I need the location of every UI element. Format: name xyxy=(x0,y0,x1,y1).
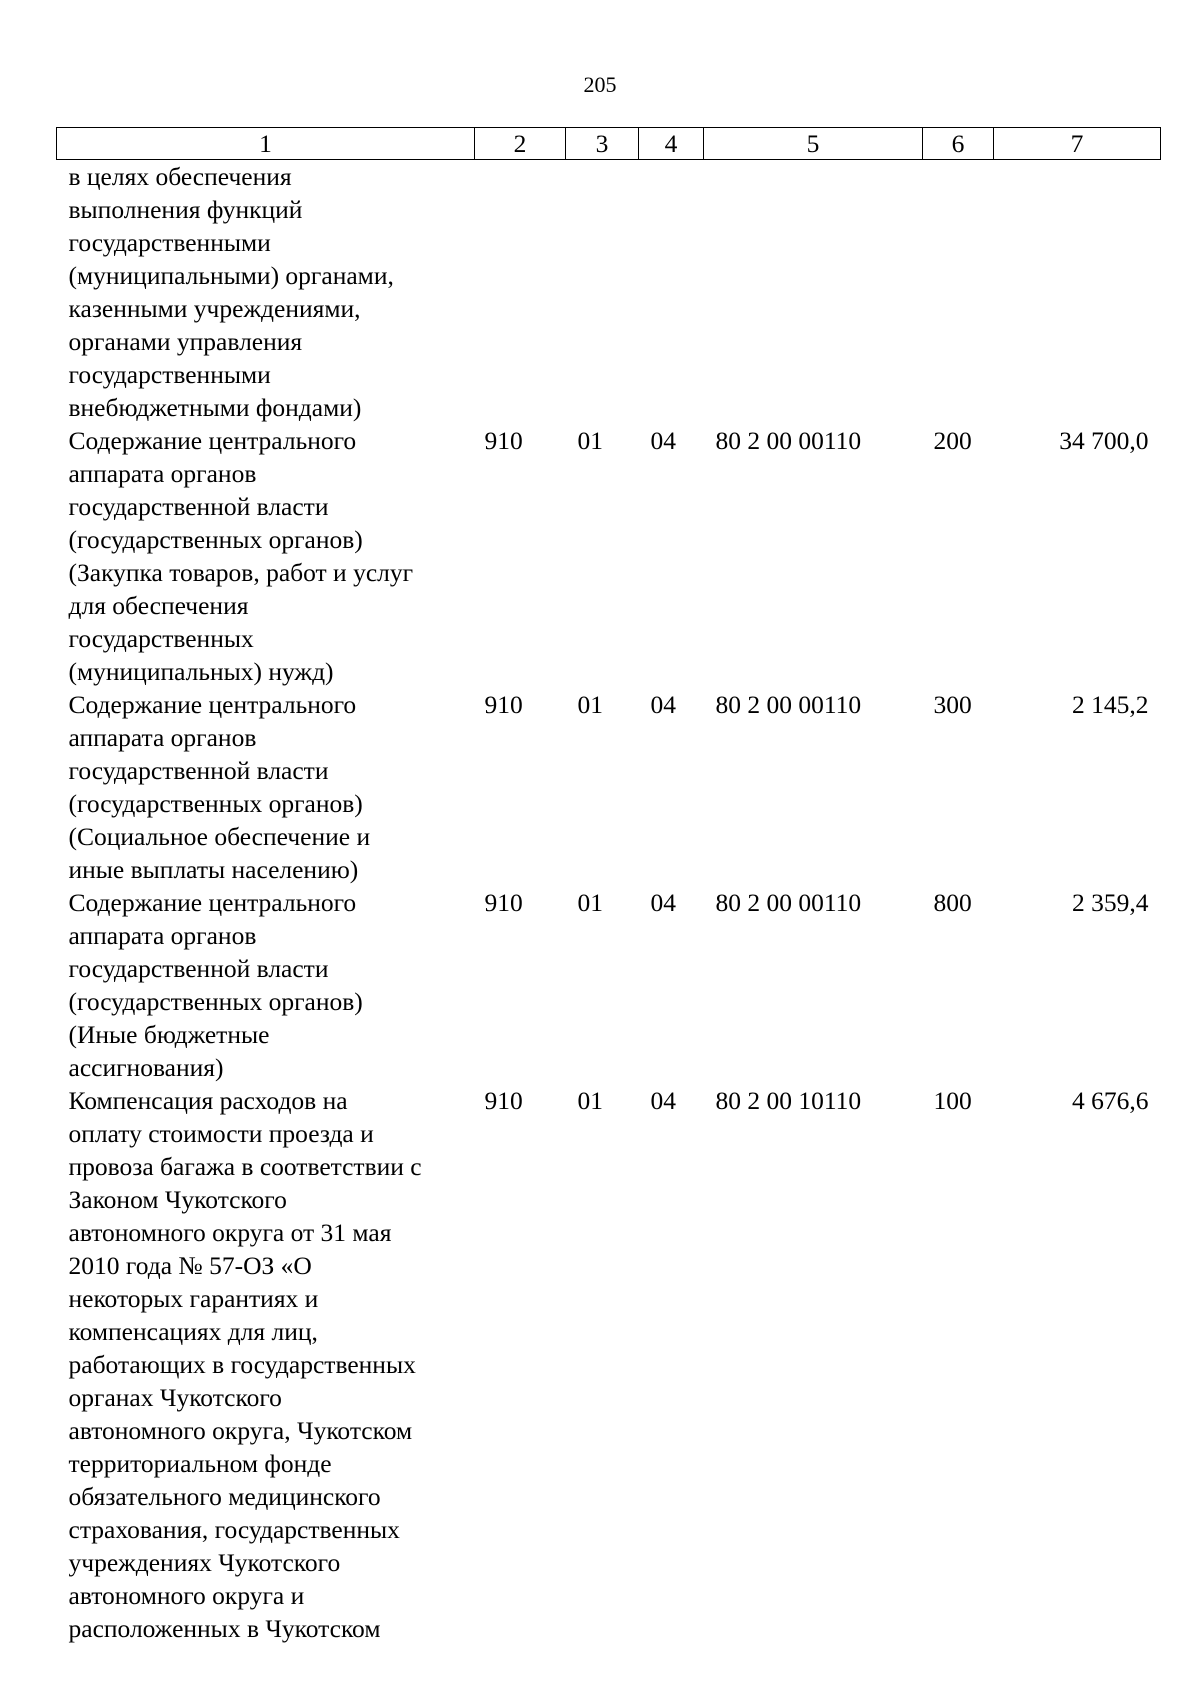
table-header-row xyxy=(57,128,1161,160)
row-name-line: некоторых гарантиях и xyxy=(68,1284,319,1313)
header-col-2: 2 xyxy=(475,128,566,160)
target-article-cell: 80 2 00 10110 xyxy=(715,1086,862,1115)
table-row xyxy=(57,160,1161,425)
admin-code-cell xyxy=(475,160,566,425)
budget-table xyxy=(56,127,1161,1645)
row-name-line: государственной власти xyxy=(68,492,329,521)
row-name-line: работающих в государственных xyxy=(68,1350,416,1379)
row-name-line: аппарата органов xyxy=(68,459,257,488)
expense-type-cell xyxy=(923,160,994,425)
row-name-line: (Закупка товаров, работ и услуг xyxy=(68,558,414,587)
section-code-cell: 01 xyxy=(577,690,603,719)
amount-cell: 2 359,4 xyxy=(1072,888,1149,917)
row-name-line: (муниципальными) органами, xyxy=(68,261,394,290)
section-code-cell xyxy=(566,160,639,425)
admin-code-cell: 910 xyxy=(484,426,523,455)
subsection-code-cell: 04 xyxy=(650,1086,676,1115)
table-row xyxy=(57,688,1161,886)
row-name-line: государственных xyxy=(68,624,254,653)
table-row xyxy=(57,424,1161,688)
row-name-line: аппарата органов xyxy=(68,723,257,752)
row-name-line: аппарата органов xyxy=(68,921,257,950)
header-col-5: 5 xyxy=(704,128,923,160)
expense-type-cell: 800 xyxy=(933,888,972,917)
page-number: 205 xyxy=(583,72,617,97)
row-name-line: Законом Чукотского xyxy=(68,1185,287,1214)
amount-cell: 4 676,6 xyxy=(1072,1086,1149,1115)
row-name-cell xyxy=(57,1084,475,1645)
amount-cell: 34 700,0 xyxy=(1059,426,1149,455)
target-article-cell xyxy=(704,160,923,425)
row-name-line: государственной власти xyxy=(68,954,329,983)
table-row xyxy=(57,1084,1161,1645)
row-name-line: для обеспечения xyxy=(68,591,249,620)
row-name-line: автономного округа от 31 мая xyxy=(68,1218,392,1247)
row-name-line: иные выплаты населению) xyxy=(68,855,359,884)
row-name-line: органах Чукотского xyxy=(68,1383,282,1412)
row-name-line: государственными xyxy=(68,228,271,257)
amount-cell: 2 145,2 xyxy=(1072,690,1149,719)
row-name-line: (государственных органов) xyxy=(68,789,363,818)
subsection-code-cell: 04 xyxy=(650,888,676,917)
row-name-line: (государственных органов) xyxy=(68,525,363,554)
row-name-line: 2010 года № 57-ОЗ «О xyxy=(68,1251,312,1280)
row-name-line: в целях обеспечения xyxy=(68,162,292,191)
row-name-line: оплату стоимости проезда и xyxy=(68,1119,374,1148)
header-col-4: 4 xyxy=(639,128,704,160)
target-article-cell: 80 2 00 00110 xyxy=(715,888,862,917)
row-name-line: Содержание центрального xyxy=(68,426,357,455)
row-name-cell xyxy=(57,688,475,886)
row-name-line: (Иные бюджетные xyxy=(68,1020,270,1049)
row-name-line: автономного округа и xyxy=(68,1581,305,1610)
amount-cell xyxy=(994,160,1161,425)
row-name-line: обязательного медицинского xyxy=(68,1482,381,1511)
row-name-line: казенными учреждениями, xyxy=(68,294,361,323)
expense-type-cell: 300 xyxy=(933,690,972,719)
header-col-1: 1 xyxy=(57,128,475,160)
section-code-cell: 01 xyxy=(577,426,603,455)
admin-code-cell: 910 xyxy=(484,888,523,917)
expense-type-cell: 100 xyxy=(933,1086,972,1115)
admin-code-cell: 910 xyxy=(484,1086,523,1115)
subsection-code-cell: 04 xyxy=(650,426,676,455)
target-article-cell: 80 2 00 00110 xyxy=(715,690,862,719)
row-name-cell xyxy=(57,886,475,1084)
row-name-line: ассигнования) xyxy=(68,1053,224,1082)
row-name-line: территориальном фонде xyxy=(68,1449,332,1478)
row-name-line: страхования, государственных xyxy=(68,1515,400,1544)
header-col-7: 7 xyxy=(994,128,1161,160)
header-col-6: 6 xyxy=(923,128,994,160)
row-name-line: учреждениях Чукотского xyxy=(68,1548,341,1577)
row-name-cell xyxy=(57,160,475,425)
subsection-code-cell: 04 xyxy=(650,690,676,719)
row-name-line: органами управления xyxy=(68,327,303,356)
expense-type-cell: 200 xyxy=(933,426,972,455)
table-body xyxy=(57,160,1161,1646)
section-code-cell: 01 xyxy=(577,1086,603,1115)
table-row xyxy=(57,886,1161,1084)
row-name-line: внебюджетными фондами) xyxy=(68,393,362,422)
subsection-code-cell xyxy=(639,160,704,425)
section-code-cell: 01 xyxy=(577,888,603,917)
row-name-line: (государственных органов) xyxy=(68,987,363,1016)
row-name-line: Содержание центрального xyxy=(68,690,357,719)
row-name-line: государственными xyxy=(68,360,271,389)
admin-code-cell: 910 xyxy=(484,690,523,719)
row-name-line: провоза багажа в соответствии с xyxy=(68,1152,422,1181)
row-name-line: (муниципальных) нужд) xyxy=(68,657,334,686)
row-name-line: государственной власти xyxy=(68,756,329,785)
row-name-line: расположенных в Чукотском xyxy=(68,1614,381,1643)
row-name-line: (Социальное обеспечение и xyxy=(68,822,371,851)
row-name-cell xyxy=(57,424,475,688)
target-article-cell: 80 2 00 00110 xyxy=(715,426,862,455)
row-name-line: компенсациях для лиц, xyxy=(68,1317,318,1346)
row-name-line: Компенсация расходов на xyxy=(68,1086,348,1115)
header-col-3: 3 xyxy=(566,128,639,160)
row-name-line: Содержание центрального xyxy=(68,888,357,917)
row-name-line: выполнения функций xyxy=(68,195,303,224)
row-name-line: автономного округа, Чукотском xyxy=(68,1416,413,1445)
